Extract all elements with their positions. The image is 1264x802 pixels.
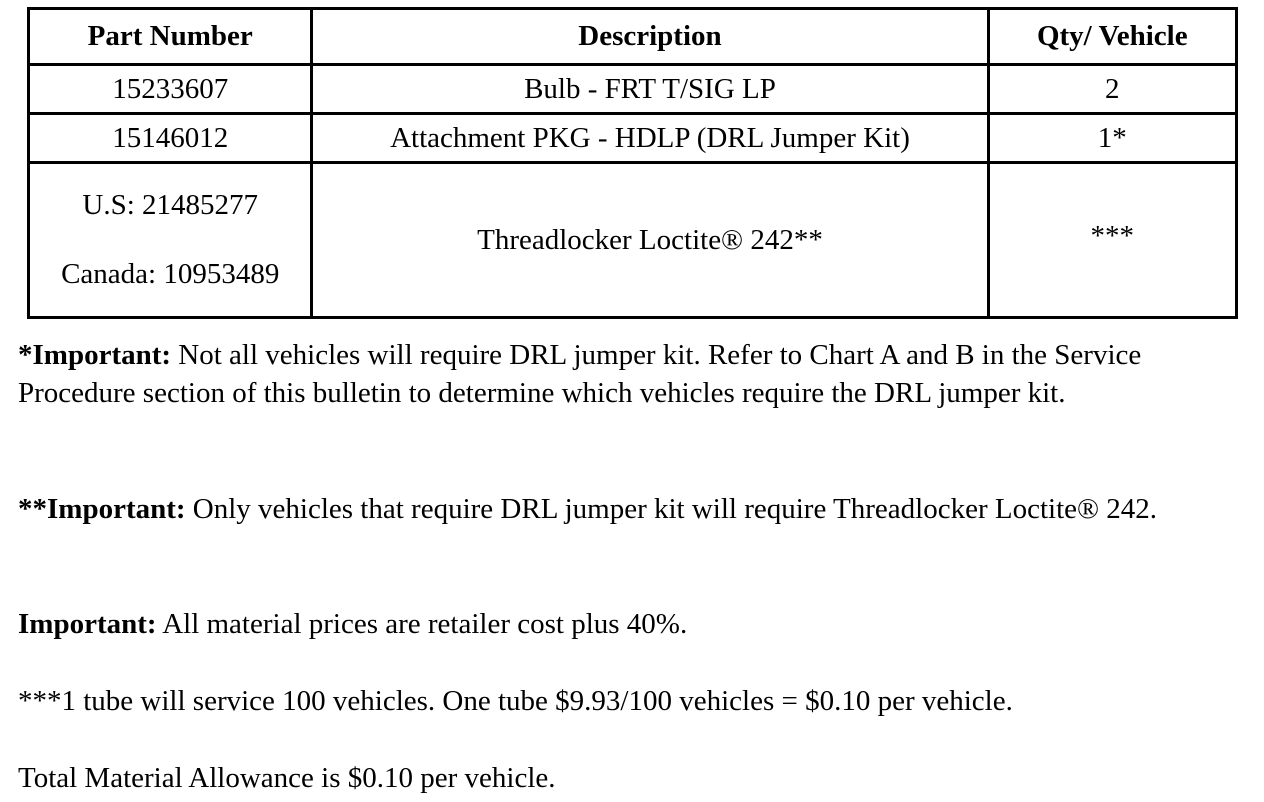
note-text: Not all vehicles will require DRL jumper kit. Refer to Chart A and B in the Service Procedure section of this bulletin to determine which vehicles require the DRL jumper kit. [18, 339, 1142, 409]
note-label: *Important: [18, 339, 172, 371]
note-text: All material prices are retailer cost plus 40%. [156, 608, 688, 640]
table-row [29, 163, 1237, 318]
qty-cell: 2 [988, 65, 1236, 114]
part-number-canada: Canada: 10953489 [61, 258, 280, 290]
parts-table [27, 7, 1238, 319]
table-row [29, 65, 1237, 114]
header-description: Description [312, 9, 988, 65]
part-number-cell: 15233607 [29, 65, 312, 114]
description-cell: Attachment PKG - HDLP (DRL Jumper Kit) [312, 114, 988, 163]
note-important-threadlocker [18, 490, 1157, 528]
part-number-cell [29, 163, 312, 318]
note-important-prices [18, 605, 687, 643]
table-header-row [29, 9, 1237, 65]
note-total-allowance: Total Material Allowance is $0.10 per vehicle. [18, 762, 556, 794]
qty-cell [988, 163, 1236, 318]
qty-value: *** [1090, 219, 1135, 252]
part-number-cell: 15146012 [29, 114, 312, 163]
header-qty-vehicle: Qty/ Vehicle [988, 9, 1236, 65]
description-cell: Bulb - FRT T/SIG LP [312, 65, 988, 114]
header-part-number: Part Number [29, 9, 312, 65]
table-row [29, 114, 1237, 163]
note-text: Only vehicles that require DRL jumper kit will require Threadlocker Loctite® 242. [185, 493, 1158, 525]
note-tube-service: ***1 tube will service 100 vehicles. One tube $9.93/100 vehicles = $0.10 per vehicle. [18, 685, 1013, 717]
note-label: **Important: [18, 493, 186, 525]
note-important-drl [18, 336, 1248, 412]
qty-cell: 1* [988, 114, 1236, 163]
note-label: Important: [18, 608, 157, 640]
description-cell: Threadlocker Loctite® 242** [312, 163, 988, 318]
part-number-us: U.S: 21485277 [82, 189, 259, 221]
